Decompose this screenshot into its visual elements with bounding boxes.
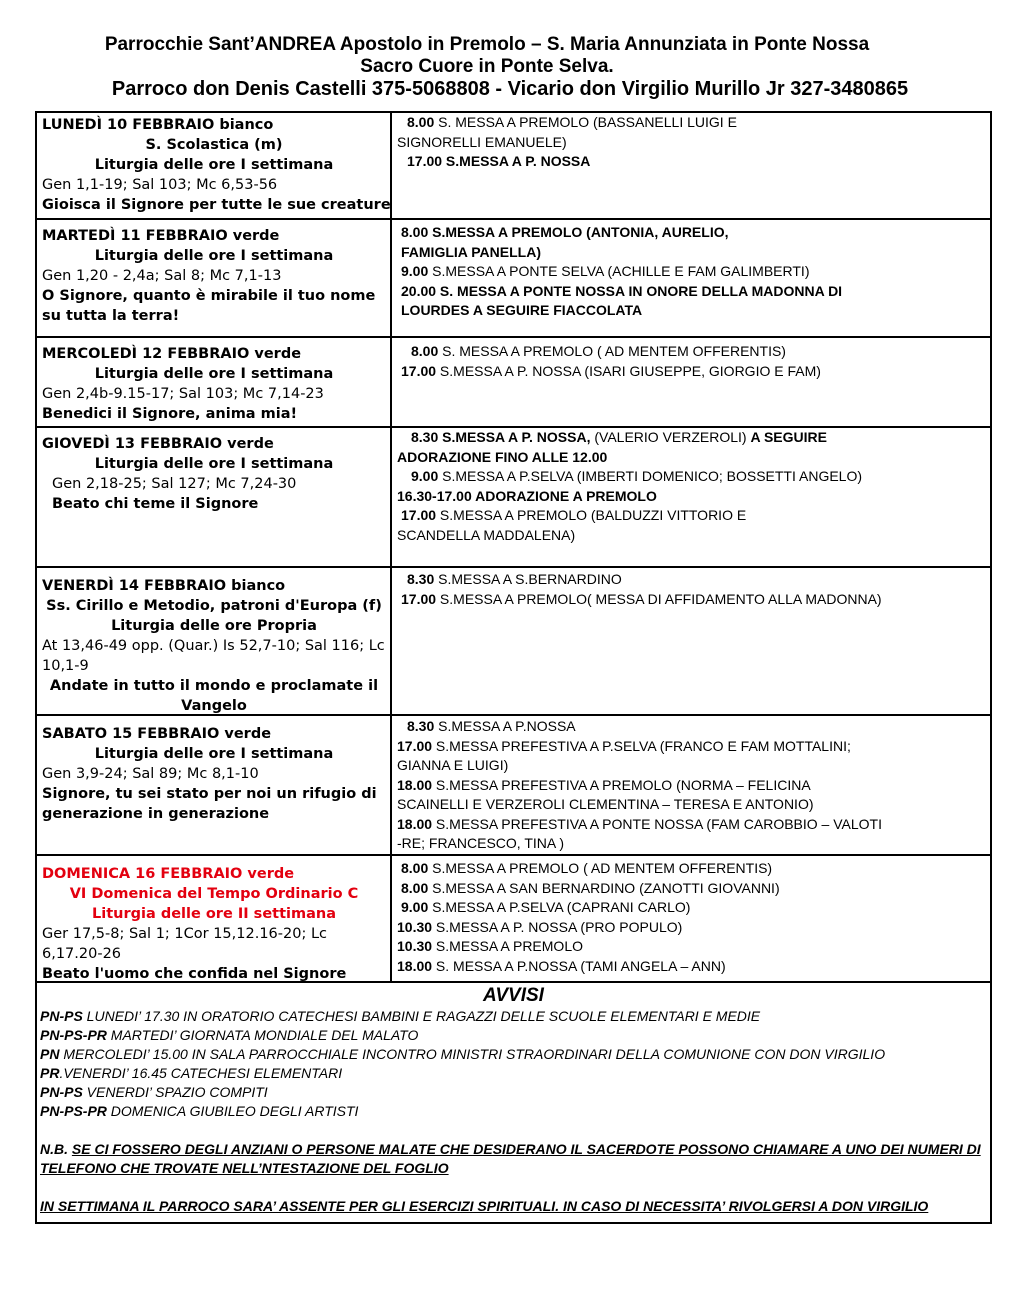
day-info xyxy=(37,428,392,566)
mass-item: 18.00 S.MESSA PREFESTIVA A PONTE NOSSA (FAM CAROBBIO – VALOTI xyxy=(397,815,882,832)
day-title: MARTEDÌ 11 FEBBRAIO verde xyxy=(42,228,280,244)
mass-item: 8.00 S. MESSA A PREMOLO ( AD MENTEM OFFERENTIS) xyxy=(411,343,786,359)
avvisi-section xyxy=(37,983,990,1222)
avviso-item: PN-PS-PR DOMENICA GIUBILEO DEGLI ARTISTI xyxy=(40,1103,359,1119)
mass-item: 8.30 S.MESSA A S.BERNARDINO xyxy=(407,571,622,587)
mass-item: FAMIGLIA PANELLA) xyxy=(401,243,541,260)
mass-item: 10.30 S.MESSA A PREMOLO xyxy=(397,938,583,954)
mass-item: GIANNA E LUIGI) xyxy=(397,757,509,773)
avvisi-title: AVVISI xyxy=(483,985,544,1006)
mass-item: LOURDES A SEGUIRE FIACCOLATA xyxy=(401,302,643,318)
day-title: DOMENICA 16 FEBBRAIO verde xyxy=(42,866,295,882)
day-info xyxy=(37,220,392,336)
day-liturgy: Liturgia delle ore II settimana xyxy=(92,906,336,922)
day-title: MERCOLEDÌ 12 FEBBRAIO verde xyxy=(42,346,302,362)
day-row-friday xyxy=(37,568,990,716)
day-readings: Gen 3,9-24; Sal 89; Mc 8,1-10 xyxy=(42,766,259,782)
day-readings: Gen 2,18-25; Sal 127; Mc 7,24-30 xyxy=(52,476,297,492)
mass-item: 8.30 S.MESSA A P. NOSSA, (VALERIO VERZEROLI) A SEGUIRE xyxy=(411,429,827,445)
day-liturgy: Liturgia delle ore I settimana xyxy=(94,366,334,382)
day-info xyxy=(37,113,392,218)
day-liturgy: Liturgia delle ore I settimana xyxy=(94,746,334,762)
mass-item: 9.00 S.MESSA A P.SELVA (IMBERTI DOMENICO; BOSSETTI ANGELO) xyxy=(411,468,863,484)
day-psalm: Benedici il Signore, anima mia! xyxy=(42,406,298,422)
day-psalm: Andate in tutto il mondo e proclamate il Vangelo xyxy=(49,678,379,714)
mass-item: SCAINELLI E VERZEROLI CLEMENTINA – TERESA E ANTONIO) xyxy=(397,796,814,812)
day-liturgy: Liturgia delle ore I settimana xyxy=(94,248,334,264)
masses-list xyxy=(392,338,990,426)
day-row-saturday xyxy=(37,716,990,856)
day-title: GIOVEDÌ 13 FEBBRAIO verde xyxy=(42,436,274,452)
masses-list xyxy=(392,428,990,566)
day-title: LUNEDÌ 10 FEBBRAIO bianco xyxy=(42,117,274,133)
mass-item: ADORAZIONE FINO ALLE 12.00 xyxy=(397,448,608,465)
day-readings: Gen 1,20 - 2,4a; Sal 8; Mc 7,1-13 xyxy=(42,268,282,284)
day-liturgy: Liturgia delle ore I settimana xyxy=(94,157,334,173)
masses-list xyxy=(392,113,990,218)
mass-item: 8.00 S.MESSA A PREMOLO (ANTONIA, AURELIO, xyxy=(401,224,729,240)
day-info xyxy=(37,338,392,426)
masses-list xyxy=(392,716,990,854)
mass-item: 8.30 S.MESSA A P.NOSSA xyxy=(407,718,576,734)
mass-item: 18.00 S.MESSA PREFESTIVA A PREMOLO (NORMA – FELICINA xyxy=(397,776,811,793)
day-title: VENERDÌ 14 FEBBRAIO bianco xyxy=(42,578,286,594)
day-row-thursday xyxy=(37,428,990,568)
day-readings: Ger 17,5-8; Sal 1; 1Cor 15,12.16-20; Lc 6,17.20-26 xyxy=(42,926,328,962)
day-saint: S. Scolastica (m) xyxy=(145,137,283,153)
day-row-monday xyxy=(37,113,990,220)
day-info xyxy=(37,856,392,981)
day-title: SABATO 15 FEBBRAIO verde xyxy=(42,726,272,742)
day-liturgy: Liturgia delle ore I settimana xyxy=(94,456,334,472)
mass-item: 17.00 S.MESSA A P. NOSSA (ISARI GIUSEPPE, GIORGIO E FAM) xyxy=(401,362,821,379)
mass-item: 17.00 S.MESSA A P. NOSSA xyxy=(407,153,591,169)
masses-list xyxy=(392,220,990,336)
avviso-item: PN-PS-PR MARTEDI’ GIORNATA MONDIALE DEL MALATO xyxy=(40,1027,419,1043)
day-psalm: O Signore, quanto è mirabile il tuo nome su tutta la terra! xyxy=(42,288,376,324)
header-clergy-contacts: Parroco don Denis Castelli 375-5068808 - Vicario don Virgilio Murillo Jr 327-3480865 xyxy=(111,78,909,100)
mass-item: SIGNORELLI EMANUELE) xyxy=(397,133,567,150)
avviso-item: PN MERCOLEDI’ 15.00 IN SALA PARROCCHIALE INCONTRO MINISTRI STRAORDINARI DELLA COMUNIONE CON DON VIRGILIO xyxy=(40,1046,886,1062)
mass-item: 8.00 S.MESSA A PREMOLO ( AD MENTEM OFFERENTIS) xyxy=(401,860,773,876)
day-readings: At 13,46-49 opp. (Quar.) Is 52,7-10; Sal 116; Lc 10,1-9 xyxy=(42,638,385,674)
day-row-sunday xyxy=(37,856,990,983)
absence-notice: IN SETTIMANA IL PARROCO SARA’ ASSENTE PER GLI ESERCIZI SPIRITUALI. IN CASO DI NECESSITA’ RIVOLGERSI A DON VIRGILIO xyxy=(40,1198,929,1214)
mass-item: SCANDELLA MADDALENA) xyxy=(397,526,576,543)
mass-item: 17.00 S.MESSA A PREMOLO( MESSA DI AFFIDAMENTO ALLA MADONNA) xyxy=(401,590,882,607)
mass-item: 17.00 S.MESSA A PREMOLO (BALDUZZI VITTORIO E xyxy=(401,507,747,523)
mass-item: 17.00 S.MESSA PREFESTIVA A P.SELVA (FRANCO E FAM MOTTALINI; xyxy=(397,737,851,754)
mass-item: 20.00 S. MESSA A PONTE NOSSA IN ONORE DELLA MADONNA DI xyxy=(401,282,843,299)
avviso-item: PN-PS VENERDI’ SPAZIO COMPITI xyxy=(40,1084,268,1100)
mass-item: 8.00 S. MESSA A PREMOLO (BASSANELLI LUIGI E xyxy=(407,114,737,130)
avviso-item: PR.VENERDI’ 16.45 CATECHESI ELEMENTARI xyxy=(40,1065,343,1081)
day-row-wednesday xyxy=(37,338,990,428)
day-psalm: Beato l'uomo che confida nel Signore xyxy=(42,966,347,982)
day-saint: VI Domenica del Tempo Ordinario C xyxy=(69,886,359,902)
header-parishes: Parrocchie Sant’ANDREA Apostolo in Premolo – S. Maria Annunziata in Ponte Nossa xyxy=(104,34,870,55)
day-psalm: Beato chi teme il Signore xyxy=(52,496,259,512)
nb-notice: N.B. SE CI FOSSERO DEGLI ANZIANI O PERSONE MALATE CHE DESIDERANO IL SACERDOTE POSSONO CHIAMARE A UNO DEI NUMERI DI TELEFONO CHE TROVATE NELL’NTESTAZIONE DEL FOGLIO xyxy=(40,1141,981,1176)
day-psalm: Signore, tu sei stato per noi un rifugio di generazione in generazione xyxy=(42,786,377,822)
day-info xyxy=(37,568,392,714)
day-readings: Gen 1,1-19; Sal 103; Mc 6,53-56 xyxy=(42,177,278,193)
mass-item: -RE; FRANCESCO, TINA ) xyxy=(397,835,564,851)
day-saint: Ss. Cirillo e Metodio, patroni d'Europa (f) xyxy=(46,598,382,614)
mass-item: 18.00 S. MESSA A P.NOSSA (TAMI ANGELA – ANN) xyxy=(397,957,726,974)
mass-item: 16.30-17.00 ADORAZIONE A PREMOLO xyxy=(397,487,657,504)
mass-item: 9.00 S.MESSA A PONTE SELVA (ACHILLE E FAM GALIMBERTI) xyxy=(401,263,810,279)
masses-list xyxy=(392,856,990,981)
header-sacro-cuore: Sacro Cuore in Ponte Selva. xyxy=(360,56,614,77)
bulletin-header xyxy=(0,34,1034,100)
masses-list xyxy=(392,568,990,714)
day-psalm: Gioisca il Signore per tutte le sue creature xyxy=(42,197,391,213)
mass-item: 10.30 S.MESSA A P. NOSSA (PRO POPULO) xyxy=(397,918,683,935)
mass-item: 9.00 S.MESSA A P.SELVA (CAPRANI CARLO) xyxy=(401,899,691,915)
day-row-tuesday xyxy=(37,220,990,338)
day-info xyxy=(37,716,392,854)
day-liturgy: Liturgia delle ore Propria xyxy=(111,618,317,634)
mass-item: 8.00 S.MESSA A SAN BERNARDINO (ZANOTTI GIOVANNI) xyxy=(401,879,780,896)
weekly-schedule-table xyxy=(35,111,992,1224)
day-readings: Gen 2,4b-9.15-17; Sal 103; Mc 7,14-23 xyxy=(42,386,324,402)
avviso-item: PN-PS LUNEDI’ 17.30 IN ORATORIO CATECHESI BAMBINI E RAGAZZI DELLE SCUOLE ELEMENTARI E MEDIE xyxy=(40,1008,761,1024)
